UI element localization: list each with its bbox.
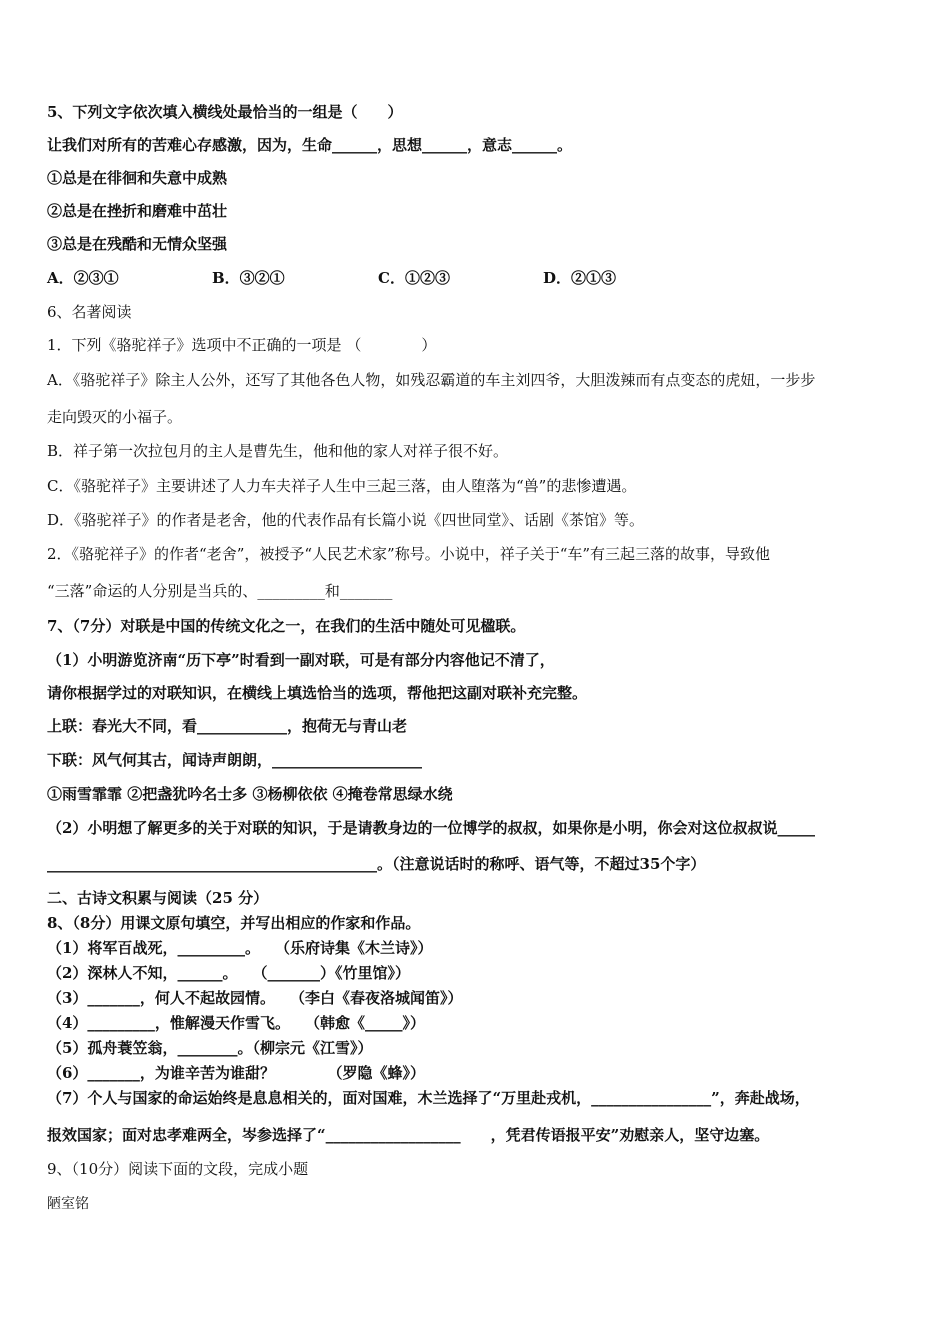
q8-item-6: （6）_______，为谁辛苦为谁甜？ （罗隐《蜂》） bbox=[47, 1064, 425, 1082]
q5-option-a: A．②③① bbox=[47, 269, 119, 287]
q5-title: 5、下列文字依次填入横线处最恰当的一组是（ ） bbox=[47, 103, 403, 121]
q7-upper-couplet: 上联：春光大不同，看____________，抱荷无与青山老 bbox=[47, 717, 408, 735]
q7-part2-line2: ____________________________________________。（注意说话时的称呼、语气等，不超过35个字） bbox=[47, 855, 706, 873]
q6-title: 6、名著阅读 bbox=[47, 303, 132, 321]
q5-item-1: ①总是在徘徊和失意中成熟 bbox=[47, 169, 228, 187]
q7-part1-line2: 请你根据学过的对联知识，在横线上填选恰当的选项，帮他把这副对联补充完整。 bbox=[47, 684, 588, 702]
q6-option-a-line2: 走向毁灭的小福子。 bbox=[47, 408, 183, 426]
q5-item-3: ③总是在残酷和无情众坚强 bbox=[47, 235, 228, 253]
section-2-heading: 二、古诗文积累与阅读（25 分） bbox=[47, 889, 269, 907]
q5-option-b: B．③②① bbox=[212, 269, 285, 287]
q7-title: 7、（7分）对联是中国的传统文化之一，在我们的生活中随处可见楹联。 bbox=[47, 617, 526, 635]
q6-option-c: C．《骆驼祥子》主要讲述了人力车夫祥子人生中三起三落，由人堕落为“兽”的悲惨遭遇。 bbox=[47, 477, 637, 495]
q8-item-7: （7）个人与国家的命运始终是息息相关的，面对国难，木兰选择了“万里赴戎机，________________”，奔赴战场， bbox=[47, 1089, 810, 1107]
q6-sub2-line2: “三落”命运的人分别是当兵的、_________和_______ bbox=[47, 582, 393, 600]
q8-item-5: （5）孤舟蓑笠翁，________。（柳宗元《江雪》） bbox=[47, 1039, 373, 1057]
q7-part2-line1: （2）小明想了解更多的关于对联的知识，于是请教身边的一位博学的叔叔，如果你是小明，你会对这位叔叔说_____ bbox=[47, 819, 815, 837]
q7-choices: ①雨雪霏霏 ②把盏犹吟名士多 ③杨柳依依 ④掩卷常思绿水绕 bbox=[47, 785, 453, 803]
q7-lower-couplet: 下联：风气何其古，闻诗声朗朗，____________________ bbox=[47, 751, 423, 769]
q8-item-7-tail: 报效国家；面对忠孝难两全，岑参选择了“__________________ ，凭君传语报平安”劝慰亲人，坚守边塞。 bbox=[47, 1126, 770, 1144]
q8-item-1: （1）将军百战死，_________。 （乐府诗集《木兰诗》） bbox=[47, 939, 433, 957]
q8-title: 8、（8分）用课文原句填空，并写出相应的作家和作品。 bbox=[47, 914, 421, 932]
q6-option-d: D．《骆驼祥子》的作者是老舍，他的代表作品有长篇小说《四世同堂》、话剧《茶馆》等。 bbox=[47, 511, 645, 529]
q5-item-2: ②总是在挫折和磨难中茁壮 bbox=[47, 202, 228, 220]
q5-stem: 让我们对所有的苦难心存感激，因为，生命______，思想______，意志______。 bbox=[47, 136, 573, 154]
q9-title: 9、（10分）阅读下面的文段，完成小题 bbox=[47, 1160, 309, 1178]
q5-option-d: D．②①③ bbox=[543, 269, 617, 287]
q6-option-b: B．祥子第一次拉包月的主人是曹先生，他和他的家人对祥子很不好。 bbox=[47, 442, 509, 460]
q5-option-c: C．①②③ bbox=[378, 269, 450, 287]
q7-part1-line1: （1）小明游览济南“历下亭”时看到一副对联，可是有部分内容他记不清了， bbox=[47, 651, 555, 669]
q6-sub2-line1: 2．《骆驼祥子》的作者“老舍”，被授予“人民艺术家”称号。小说中，祥子关于“车”有三起三落的故事，导致他 bbox=[47, 545, 771, 563]
q8-item-2: （2）深林人不知，______。 （_______）《竹里馆》） bbox=[47, 964, 410, 982]
q6-option-a-line1: A．《骆驼祥子》除主人公外，还写了其他各色人物，如残忍霸道的车主刘四爷，大胆泼辣而有点变态的虎妞，一步步 bbox=[47, 371, 816, 389]
q8-item-3: （3）_______，何人不起故园情。 （李白《春夜洛城闻笛》） bbox=[47, 989, 463, 1007]
q8-item-4: （4）_________，惟解漫天作雪飞。 （韩愈《_____》） bbox=[47, 1014, 425, 1032]
q6-sub1: 1．下列《骆驼祥子》选项中不正确的一项是 （ ） bbox=[47, 336, 437, 354]
q9-passage-title: 陋室铭 bbox=[47, 1196, 89, 1212]
